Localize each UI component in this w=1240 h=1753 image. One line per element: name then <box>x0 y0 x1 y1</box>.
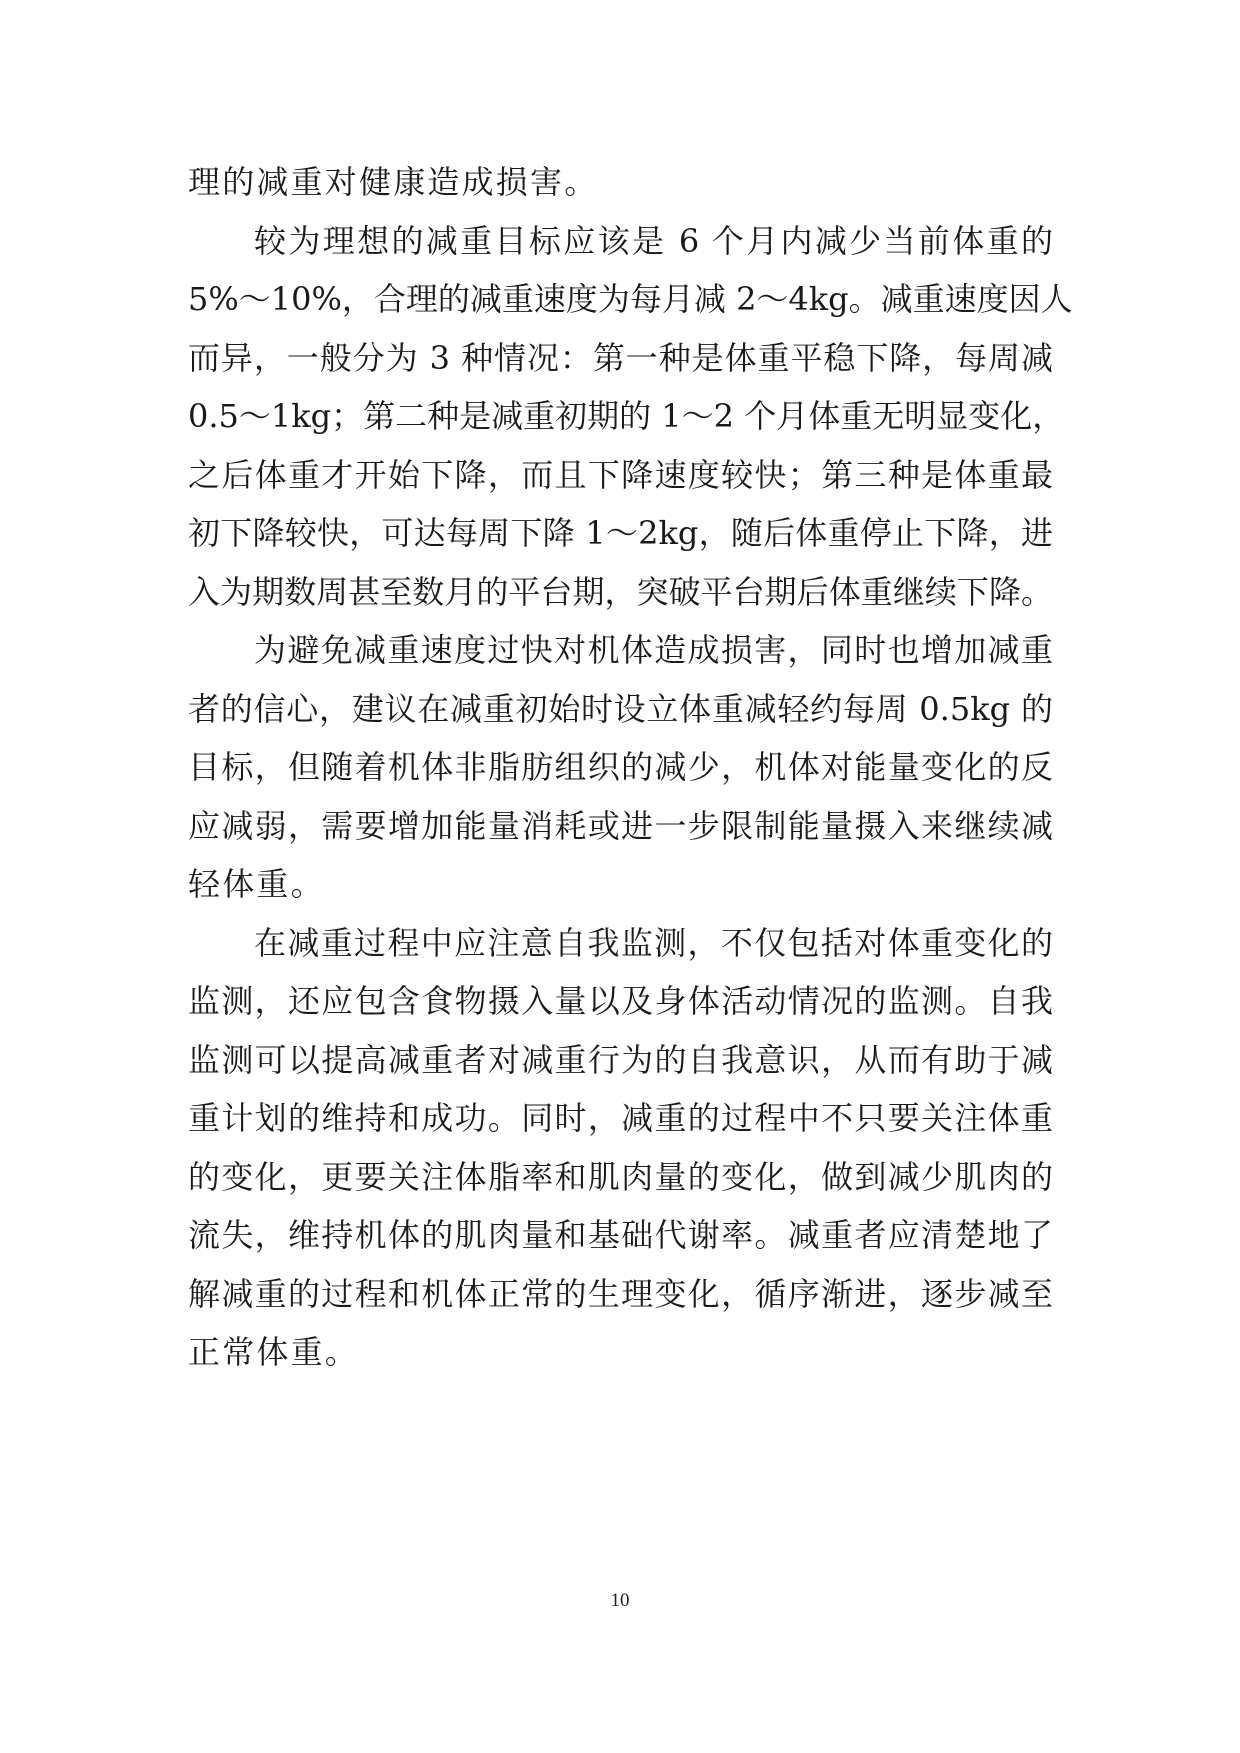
text-line: 5%～10%，合理的减重速度为每月减 2～4kg。减重速度因人 <box>188 280 1073 318</box>
page-number: 10 <box>610 1590 630 1611</box>
text-line: 目标，但随着机体非脂肪组织的减少，机体对能量变化的反 <box>188 748 1053 786</box>
text-line: 解减重的过程和机体正常的生理变化，循序渐进，逐步减至 <box>188 1274 1053 1313</box>
text-line: 的变化，更要关注体脂率和肌肉量的变化，做到减少肌肉的 <box>188 1157 1053 1196</box>
text-line: 者的信心，建议在减重初始时设立体重减轻约每周 0.5kg 的 <box>188 689 1053 728</box>
text-line: 轻体重。 <box>188 865 325 903</box>
text-line: 在减重过程中应注意自我监测，不仅包括对体重变化的 <box>254 923 1053 962</box>
text-line: 入为期数周甚至数月的平台期，突破平台期后体重继续下降。 <box>188 572 1053 611</box>
text-line: 正常体重。 <box>188 1333 360 1371</box>
text-line: 监测，还应包含食物摄入量以及身体活动情况的监测。自我 <box>188 982 1053 1020</box>
text-line: 流失，维持机体的肌肉量和基础代谢率。减重者应清楚地了 <box>188 1216 1053 1254</box>
document-body <box>188 153 1073 1382</box>
text-line: 较为理想的减重目标应该是 6 个月内减少当前体重的 <box>254 221 1053 260</box>
text-line: 之后体重才开始下降，而且下降速度较快；第三种是体重最 <box>188 455 1053 494</box>
text-line: 初下降较快，可达每周下降 1～2kg，随后体重停止下降，进 <box>188 514 1053 552</box>
text-line: 应减弱，需要增加能量消耗或进一步限制能量摄入来继续减 <box>188 806 1053 845</box>
text-line: 监测可以提高减重者对减重行为的自我意识，从而有助于减 <box>188 1040 1053 1079</box>
text-line: 重计划的维持和成功。同时，减重的过程中不只要关注体重 <box>188 1099 1053 1137</box>
text-line: 而异，一般分为 3 种情况：第一种是体重平稳下降，每周减 <box>188 338 1053 377</box>
text-line: 0.5～1kg；第二种是减重初期的 1～2 个月体重无明显变化， <box>188 397 1065 435</box>
text-line: 为避免减重速度过快对机体造成损害，同时也增加减重 <box>254 631 1053 669</box>
text-line: 理的减重对健康造成损害。 <box>188 163 599 201</box>
